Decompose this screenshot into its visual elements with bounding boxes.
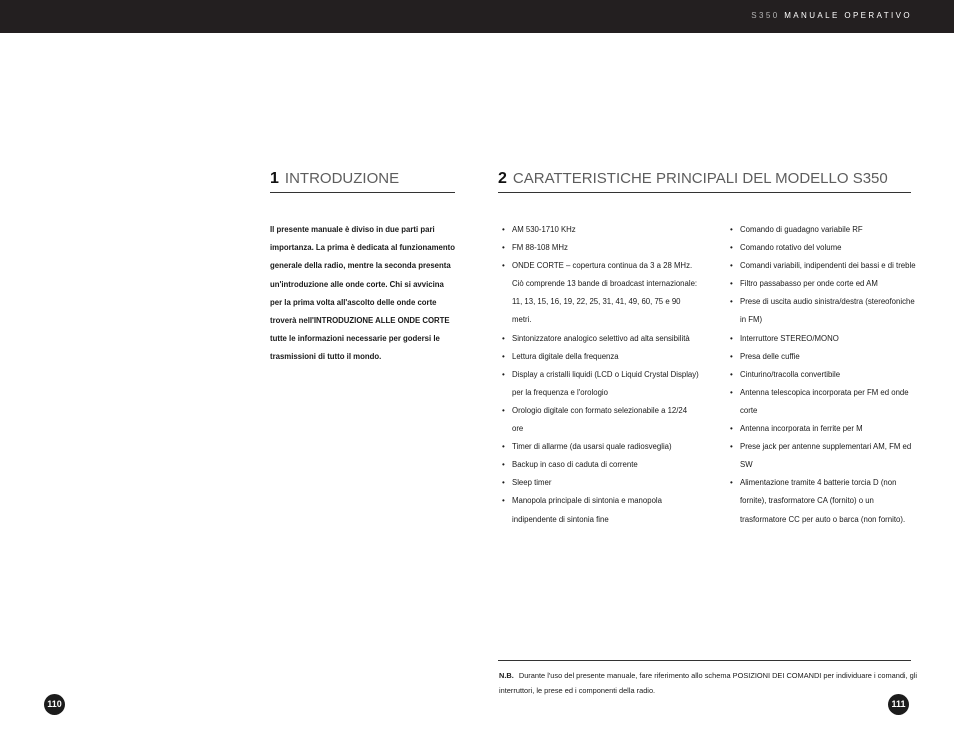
section-heading-introduction — [270, 170, 455, 193]
note-text: Durante l'uso del presente manuale, fare riferimento allo schema POSIZIONI DEI COMANDI per individuare i comandi, gli interruttori, le prese ed i componenti della radio. — [499, 671, 918, 695]
feature-item: • ONDE CORTE – copertura continua da 3 a 28 MHz. Ciò comprende 13 bande di broadcast internazionale: 11, 13, 15, 16, 19, 22, 25, 31, 41, 49, 60, 75 e 90 metri. — [499, 257, 699, 329]
page-number-right: 111 — [888, 694, 909, 715]
feature-item: • Alimentazione tramite 4 batterie torcia D (non fornite), trasformatore CA (fornito) o un trasformatore CC per auto o barca (non fornito). — [727, 474, 919, 528]
manual-label: MANUALE OPERATIVO — [784, 11, 912, 20]
feature-item: • Cinturino/tracolla convertibile — [727, 366, 919, 384]
feature-item: • Orologio digitale con formato selezionabile a 12/24 ore — [499, 402, 699, 438]
page-number-left: 110 — [44, 694, 65, 715]
feature-item: • Manopola principale di sintonia e manopola indipendente di sintonia fine — [499, 492, 699, 528]
model-name: S350 — [751, 11, 780, 20]
feature-item: • Prese jack per antenne supplementari AM, FM ed SW — [727, 438, 919, 474]
feature-item: • Comando rotativo del volume — [727, 239, 919, 257]
feature-item: • Prese di uscita audio sinistra/destra (stereofoniche in FM) — [727, 293, 919, 329]
feature-item: • Presa delle cuffie — [727, 348, 919, 366]
feature-item: • Backup in caso di caduta di corrente — [499, 456, 699, 474]
section-number: 2 — [498, 170, 507, 187]
section-title: CARATTERISTICHE PRINCIPALI DEL MODELLO S350 — [512, 170, 888, 187]
features-list-left — [499, 221, 699, 529]
feature-item: • Comandi variabili, indipendenti dei bassi e di treble — [727, 257, 919, 275]
section-heading-features — [498, 170, 911, 193]
feature-item: • FM 88-108 MHz — [499, 239, 699, 257]
header-bar — [0, 0, 954, 33]
feature-item: • Antenna telescopica incorporata per FM ed onde corte — [727, 384, 919, 420]
feature-item: • AM 530-1710 KHz — [499, 221, 699, 239]
manual-title — [751, 11, 912, 20]
feature-item: • Interruttore STEREO/MONO — [727, 330, 919, 348]
section-title: INTRODUZIONE — [284, 170, 400, 187]
note — [499, 668, 919, 698]
note-divider — [498, 660, 911, 661]
feature-item: • Filtro passabasso per onde corte ed AM — [727, 275, 919, 293]
section-number: 1 — [270, 170, 279, 187]
feature-item: • Timer di allarme (da usarsi quale radiosveglia) — [499, 438, 699, 456]
feature-item: • Display a cristalli liquidi (LCD o Liquid Crystal Display) per la frequenza e l'orologio — [499, 366, 699, 402]
feature-item: • Comando di guadagno variabile RF — [727, 221, 919, 239]
features-list-right — [727, 221, 919, 529]
note-label: N.B. — [499, 671, 514, 680]
introduction-text — [270, 221, 458, 367]
feature-item: • Lettura digitale della frequenza — [499, 348, 699, 366]
feature-item: • Sintonizzatore analogico selettivo ad alta sensibilità — [499, 330, 699, 348]
introduction-paragraph: Il presente manuale è diviso in due parti pari importanza. La prima è dedicata al funzionamento generale della radio, mentre la seconda presenta un'introduzione alle onde corte. Chi si avvicina per la prima volta all'ascolto delle onde corte troverà nell'INTRODUZIONE ALLE ONDE CORTE tutte le informazioni necessarie per godersi le trasmissioni di tutto il mondo. — [270, 225, 455, 362]
feature-item: • Sleep timer — [499, 474, 699, 492]
feature-item: • Antenna incorporata in ferrite per M — [727, 420, 919, 438]
